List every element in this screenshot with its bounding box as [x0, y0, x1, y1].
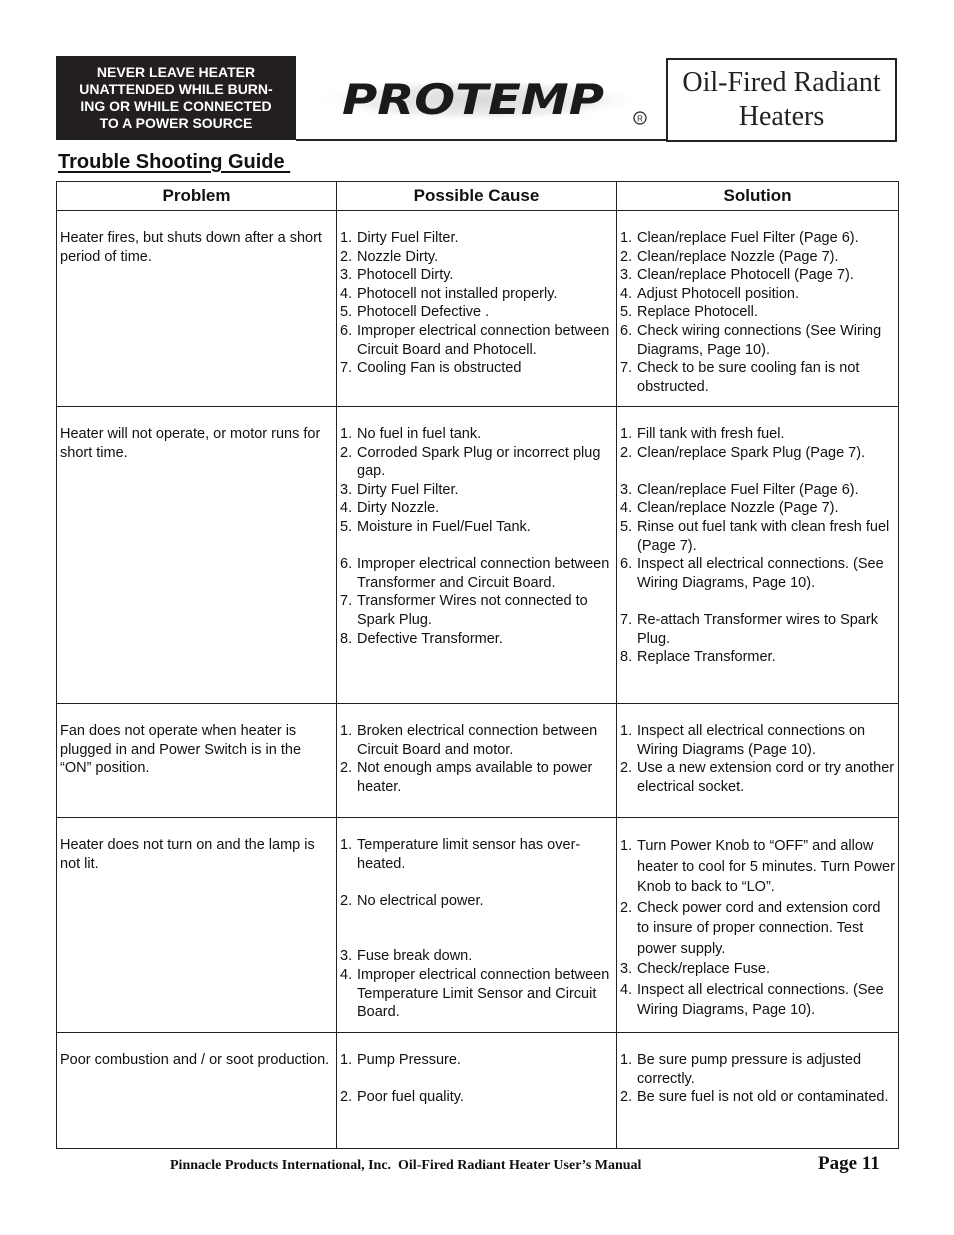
cause-item: 1. Broken electrical connection between Circuit Board and motor. — [340, 723, 598, 758]
cause-item: 5. Photocell Defective . — [340, 304, 490, 321]
solution-item: 3. Clean/replace Photocell (Page 7). — [620, 267, 854, 284]
cause-item: 4. Photocell not installed properly. — [340, 285, 558, 302]
title-line: Heaters — [738, 101, 825, 132]
solution-item: 7. Re-attach Transformer wires to Spark Plug. — [620, 611, 878, 647]
solution-item: 4. Clean/replace Nozzle (Page 7). — [620, 500, 839, 517]
solution-item: 1. Turn Power Knob to “OFF” and allow heater to cool for 5 minutes. Turn Power Knob to back to “LO”. — [620, 838, 895, 895]
warning-line: NEVER LEAVE HEATER — [96, 64, 256, 80]
page-number: Page 11 — [818, 1153, 880, 1174]
solution-item: 4. Inspect all electrical connections. (See Wiring Diagrams, Page 10). — [620, 981, 884, 1018]
solution-item: 7. Check to be sure cooling fan is not obstructed. — [620, 360, 860, 395]
solution-item: 1. Clean/replace Fuel Filter (Page 6). — [620, 230, 859, 246]
problem-cell: Heater fires, but shuts down after a short period of time. — [57, 211, 337, 407]
cause-item: 2. Not enough amps available to power heater. — [340, 760, 593, 795]
header-rule — [296, 139, 668, 141]
solution-item: 3. Clean/replace Fuel Filter (Page 6). — [620, 481, 859, 498]
cause-item: 6. Improper electrical connection between Transformer and Circuit Board. — [340, 556, 610, 591]
cause-item: 3. Fuse break down. — [340, 948, 473, 965]
table-row — [57, 407, 899, 704]
solution-item: 3. Check/replace Fuse. — [620, 961, 770, 977]
solution-item: 4. Adjust Photocell position. — [620, 285, 800, 302]
table-row — [57, 1033, 899, 1149]
column-header-cause: Possible Cause — [337, 182, 617, 211]
title-line: Oil-Fired Radiant — [682, 67, 881, 98]
solution-item: 6. Check wiring connections (See Wiring Diagrams, Page 10). — [620, 322, 882, 358]
solution-item: 2. Clean/replace Nozzle (Page 7). — [620, 248, 839, 265]
solution-item: 5. Replace Photocell. — [620, 304, 758, 321]
cause-item: 2. No electrical power. — [340, 892, 484, 909]
section-title: Trouble Shooting Guide — [58, 151, 291, 173]
cause-cell — [337, 704, 617, 818]
solution-cell — [617, 818, 899, 1033]
document-title — [666, 58, 897, 142]
cause-item: 5. Moisture in Fuel/Fuel Tank. — [340, 518, 531, 535]
solution-cell — [617, 1033, 899, 1149]
column-header-solution: Solution — [617, 182, 899, 211]
cause-cell — [337, 1033, 617, 1149]
cause-item: 6. Improper electrical connection between Circuit Board and Photocell. — [340, 322, 610, 358]
solution-item: 2. Use a new extension cord or try another electrical socket. — [620, 760, 895, 795]
cause-item: 7. Transformer Wires not connected to Spark Plug. — [340, 593, 588, 628]
solution-item: 2. Clean/replace Spark Plug (Page 7). — [620, 444, 866, 461]
cause-item: 2. Corroded Spark Plug or incorrect plug gap. — [340, 444, 601, 480]
troubleshooting-table — [56, 181, 899, 1149]
cause-item: 1. Dirty Fuel Filter. — [340, 230, 459, 246]
cause-item: 2. Poor fuel quality. — [340, 1089, 464, 1106]
solution-item: 5. Rinse out fuel tank with clean fresh fuel (Page 7). — [620, 518, 890, 554]
logo-text: PROTEMP — [342, 75, 605, 124]
solution-item: 1. Fill tank with fresh fuel. — [620, 426, 785, 442]
table-row — [57, 818, 899, 1033]
problem-cell: Poor combustion and / or soot production. — [57, 1033, 337, 1149]
protemp-logo — [300, 62, 660, 140]
problem-cell: Heater does not turn on and the lamp is not lit. — [57, 818, 337, 1033]
table-row — [57, 704, 899, 818]
solution-item: 8. Replace Transformer. — [620, 649, 776, 666]
solution-item: 2. Be sure fuel is not old or contaminated. — [620, 1089, 889, 1106]
solution-item: 2. Check power cord and extension cord to insure of proper connection. Test power supply. — [620, 899, 881, 957]
cause-item: 1. Temperature limit sensor has over- heated. — [340, 837, 581, 872]
cause-cell — [337, 818, 617, 1033]
problem-cell: Heater will not operate, or motor runs for short time. — [57, 407, 337, 704]
solution-item: 6. Inspect all electrical connections. (See Wiring Diagrams, Page 10). — [620, 556, 884, 591]
solution-item: 1. Be sure pump pressure is adjusted correctly. — [620, 1052, 862, 1087]
solution-cell — [617, 407, 899, 704]
warning-line: UNATTENDED WHILE BURN- — [79, 81, 273, 97]
cause-item: 2. Nozzle Dirty. — [340, 248, 439, 265]
cause-item: 3. Photocell Dirty. — [340, 267, 454, 284]
warning-line: TO A POWER SOURCE — [99, 115, 253, 131]
cause-item: 7. Cooling Fan is obstructed — [340, 360, 522, 377]
cause-item: 1. No fuel in fuel tank. — [340, 426, 482, 442]
column-header-problem: Problem — [57, 182, 337, 211]
cause-cell — [337, 211, 617, 407]
registered-mark-letter: R — [637, 114, 643, 124]
footer-text: Pinnacle Products International, Inc. Oil-Fired Radiant Heater User’s Manual — [170, 1158, 642, 1173]
cause-item: 4. Dirty Nozzle. — [340, 500, 440, 517]
solution-item: 1. Inspect all electrical connections on Wiring Diagrams (Page 10). — [620, 723, 866, 758]
cause-item: 1. Pump Pressure. — [340, 1052, 461, 1068]
solution-cell — [617, 211, 899, 407]
cause-item: 3. Dirty Fuel Filter. — [340, 481, 459, 498]
cause-cell — [337, 407, 617, 704]
solution-cell — [617, 704, 899, 818]
cause-item: 8. Defective Transformer. — [340, 630, 503, 647]
table-row — [57, 211, 899, 407]
table-header-row — [57, 182, 899, 211]
warning-line: ING OR WHILE CONNECTED — [80, 98, 272, 114]
warning-box — [56, 56, 296, 140]
cause-item: 4. Improper electrical connection between Temperature Limit Sensor and Circuit Board. — [340, 966, 610, 1021]
problem-cell: Fan does not operate when heater is plugged in and Power Switch is in the “ON” position. — [57, 704, 337, 818]
